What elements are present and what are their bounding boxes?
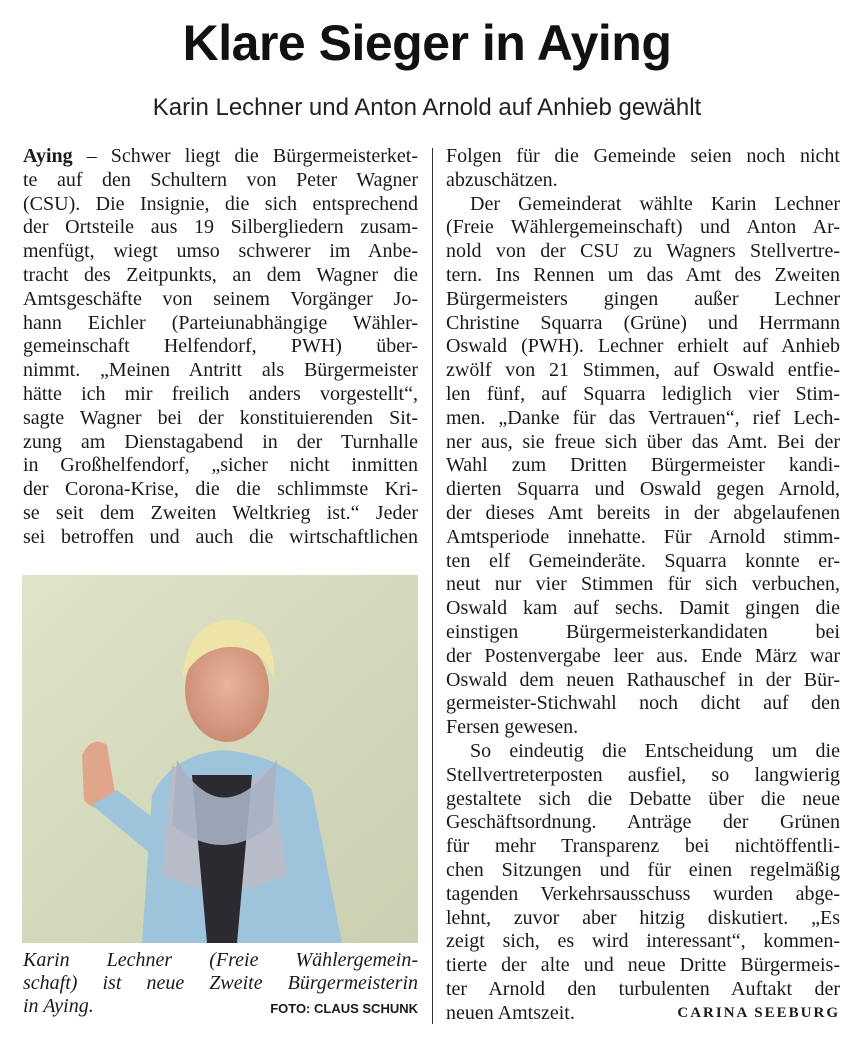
caption-line-text: in Aying. — [23, 995, 94, 1017]
article-line: nold von der CSU zu Wagners Stellvertre- — [446, 240, 840, 263]
article-line — [446, 1002, 840, 1026]
article-line: len fünf, auf Squarra lediglich vier Stim- — [446, 382, 840, 405]
article-line: Der Gemeinderat wählte Karin Lechner — [470, 192, 840, 215]
article-line: in Großhelfendorf, „sicher nicht inmitten — [23, 454, 418, 477]
article-line: Oswald (PWH). Lechner erhielt auf Anhieb — [446, 335, 840, 358]
headline: Klare Sieger in Aying — [182, 15, 672, 71]
article-line: der Ortsteile aus 19 Silbergliedern zusam- — [23, 216, 418, 239]
caption-line: schaft) ist neue Zweite Bürgermeisterin — [23, 972, 418, 994]
article-line: Folgen für die Gemeinde seien noch nicht — [446, 145, 840, 167]
article-line: Bürgermeisters gingen außer Lechner — [446, 287, 840, 310]
article-line: tierte der alte und neue Dritte Bürgermeis- — [446, 954, 840, 977]
caption-line: Karin Lechner (Freie Wählergemein- — [23, 949, 418, 971]
article-line — [23, 145, 418, 169]
article-line: tracht des Zeitpunkts, an dem Wagner die — [23, 263, 418, 286]
article-line: (CSU). Die Insignie, die sich entsprechend — [23, 192, 418, 215]
article-line: gemeinschaft Helfendorf, PWH) über- — [23, 335, 418, 358]
article-line: So eindeutig die Entscheidung um die — [470, 739, 840, 762]
photo-karin-lechner — [22, 575, 418, 943]
article-line: germeister-Stichwahl noch dicht auf den — [446, 692, 840, 715]
right-column — [446, 145, 840, 1025]
article-line: tern. Ins Rennen um das Amt des Zweiten — [446, 263, 840, 286]
article-line: dierten Squarra und Oswald gegen Arnold, — [446, 478, 840, 501]
left-column — [23, 145, 418, 550]
article-line: zeigt sich, es wird interessant“, kommen- — [446, 930, 840, 953]
article-line: zung am Dienstagabend in der Turnhalle — [23, 430, 418, 453]
article-line: Amtsgeschäfte von seinem Vorgänger Jo- — [23, 287, 418, 310]
photo-caption — [23, 949, 418, 1020]
article-line: Oswald dem neuen Rathauschef in der Bür- — [446, 668, 840, 691]
article-line: neut nur vier Stimmen für sich verbuchen, — [446, 573, 840, 596]
article-line: sagte Wagner bei der konstituierenden Sit- — [23, 406, 418, 429]
article-line-text: – Schwer liegt die Bürgermeisterket- — [72, 145, 418, 167]
article-line: der dieses Amt bereits in der abgelaufenen — [446, 501, 840, 524]
photo-credit: FOTO: CLAUS SCHUNK — [270, 1001, 418, 1016]
article-line: zwölf von 21 Stimmen, auf Oswald entfie- — [446, 359, 840, 382]
caption-line — [23, 995, 418, 1018]
article-line: Fersen gewesen. — [446, 716, 579, 739]
article-line: se seit dem Zweiten Weltkrieg ist.“ Jeder — [23, 501, 418, 524]
article-photo — [22, 575, 418, 943]
article-line: für mehr Transparenz bei nichtöffentli- — [446, 835, 840, 858]
article-line: Amtsperiode innehatte. Für Arnold stimm- — [446, 525, 840, 548]
article-line: Wahl zum Dritten Bürgermeister kandi- — [446, 454, 840, 477]
article-line: te auf den Schultern von Peter Wagner — [23, 168, 418, 191]
subheadline: Karin Lechner und Anton Arnold auf Anhieb gewählt — [152, 94, 702, 121]
article-line-text: neuen Amtszeit. — [446, 1001, 575, 1024]
article-line: nimmt. „Meinen Antritt als Bürgermeister — [23, 359, 418, 382]
article-line: hann Eichler (Parteiunabhängige Wähler- — [23, 311, 418, 334]
article-line: Stellvertreterposten ausfiel, so langwierig — [446, 763, 840, 786]
article-line: hätte ich mir freilich anders vorgestellt“, — [23, 382, 418, 405]
article-line: Geschäftsordnung. Anträge der Grünen — [446, 811, 840, 834]
article-line: tagenden Verkehrsausschuss wurden abge- — [446, 882, 840, 905]
dateline: Aying — [23, 145, 73, 167]
article-line: der Corona-Krise, die die schlimmste Kri- — [23, 478, 418, 501]
article-line: sei betroffen und auch die wirtschaftlichen — [23, 525, 418, 548]
article-line: ner aus, sie freue sich über das Amt. Bei der — [446, 430, 840, 453]
article-line: men. „Danke für das Vertrauen“, rief Lech- — [446, 406, 840, 429]
column-divider — [432, 148, 433, 1024]
article-line: Christine Squarra (Grüne) und Herrmann — [446, 311, 840, 334]
article-line: lehnt, zuvor aber hitzig diskutiert. „Es — [446, 906, 840, 929]
article-line: ter Arnold den turbulenten Auftakt der — [446, 977, 840, 1000]
article-line: einstigen Bürgermeisterkandidaten bei — [446, 620, 840, 643]
article-line: chen Sitzungen und für einen regelmäßig — [446, 858, 840, 881]
article-line: abzuschätzen. — [446, 168, 558, 191]
article-line: gestaltete sich die Debatte über die neue — [446, 787, 840, 810]
article-line: (Freie Wählergemeinschaft) und Anton Ar- — [446, 216, 840, 239]
article-line: ten elf Gemeinderäte. Squarra konnte er- — [446, 549, 840, 572]
author-byline: CARINA SEEBURG — [677, 1004, 840, 1021]
article-line: Oswald kam auf sechs. Damit gingen die — [446, 597, 840, 620]
article-line: menfügt, wiegt umso schwerer im Anbe- — [23, 240, 418, 263]
article-line: der Postenvergabe leer aus. Ende März war — [446, 644, 840, 667]
